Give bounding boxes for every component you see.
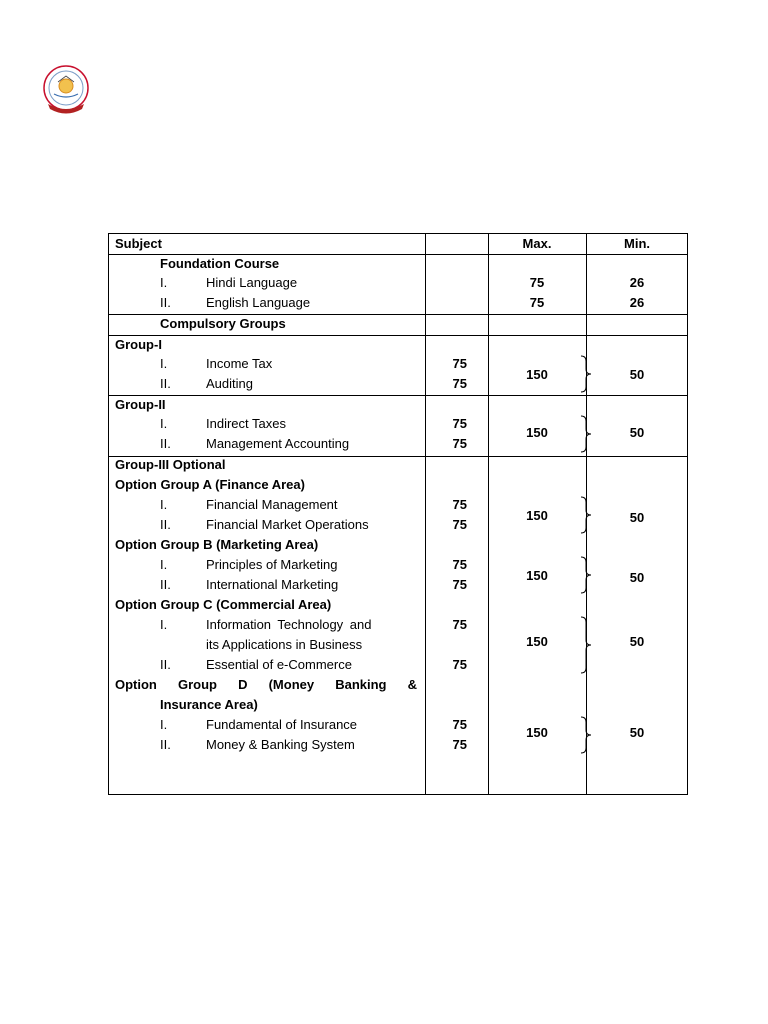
subject-name: Income Tax: [206, 356, 273, 371]
column-divider: [425, 234, 426, 794]
row-divider: [109, 314, 687, 315]
paper-marks: 75: [452, 657, 467, 672]
min-marks: 26: [629, 295, 645, 310]
subject-name: Financial Management: [206, 497, 338, 512]
item-number: II.: [160, 577, 171, 592]
group-total-min: 50: [629, 510, 645, 525]
item-number: II.: [160, 657, 171, 672]
header-subject: Subject: [115, 236, 162, 251]
group-total-max: 150: [526, 568, 548, 583]
row-divider: [109, 254, 687, 255]
group-total-min: 50: [629, 425, 645, 440]
subject-name: Auditing: [206, 376, 253, 391]
item-number: I.: [160, 356, 168, 371]
subject-name-continued: its Applications in Business: [206, 637, 363, 652]
paper-marks: 75: [452, 517, 467, 532]
paper-marks: 75: [452, 737, 467, 752]
max-marks: 75: [529, 275, 545, 290]
compulsory-heading: Compulsory Groups: [160, 316, 286, 331]
subject-name: English Language: [206, 295, 311, 310]
item-number: II.: [160, 517, 171, 532]
item-number: I.: [160, 416, 168, 431]
group3-heading: Group-III Optional: [115, 457, 226, 472]
item-number: I.: [160, 275, 168, 290]
item-number: II.: [160, 295, 171, 310]
subject-name: Information Technology and: [206, 617, 372, 632]
group-total-max: 150: [526, 425, 548, 440]
row-divider: [109, 335, 687, 336]
brace-icon: [579, 555, 593, 595]
option-c-heading: Option Group C (Commercial Area): [115, 597, 332, 612]
syllabus-table: [108, 233, 688, 795]
brace-icon: [579, 495, 593, 535]
university-seal-logo: [40, 64, 92, 116]
subject-name: Hindi Language: [206, 275, 298, 290]
item-number: II.: [160, 436, 171, 451]
subject-name: Essential of e-Commerce: [206, 657, 352, 672]
group-total-max: 150: [526, 634, 548, 649]
brace-icon: [579, 715, 593, 755]
group-total-min: 50: [629, 367, 645, 382]
foundation-heading: Foundation Course: [160, 256, 280, 271]
paper-marks: 75: [452, 497, 467, 512]
max-marks: 75: [529, 295, 545, 310]
item-number: I.: [160, 617, 168, 632]
group-total-max: 150: [526, 725, 548, 740]
subject-name: International Marketing: [206, 577, 339, 592]
group-total-max: 150: [526, 367, 548, 382]
paper-marks: 75: [452, 436, 467, 451]
subject-name: Indirect Taxes: [206, 416, 286, 431]
brace-icon: [579, 354, 593, 394]
paper-marks: 75: [452, 617, 467, 632]
paper-marks: 75: [452, 416, 467, 431]
brace-icon: [579, 414, 593, 454]
paper-marks: 75: [452, 717, 467, 732]
item-number: I.: [160, 557, 168, 572]
subject-name: Money & Banking System: [206, 737, 355, 752]
item-number: I.: [160, 497, 168, 512]
group-total-max: 150: [526, 508, 548, 523]
min-marks: 26: [629, 275, 645, 290]
option-d-heading-continued: Insurance Area): [160, 697, 258, 712]
option-d-heading: Option Group D (Money Banking &: [115, 677, 417, 692]
item-number: I.: [160, 717, 168, 732]
group-total-min: 50: [629, 634, 645, 649]
item-number: II.: [160, 376, 171, 391]
subject-name: Fundamental of Insurance: [206, 717, 358, 732]
header-min: Min.: [624, 236, 650, 251]
paper-marks: 75: [452, 557, 467, 572]
group2-heading: Group-II: [115, 397, 166, 412]
brace-icon: [579, 615, 593, 675]
paper-marks: 75: [452, 356, 467, 371]
subject-name: Financial Market Operations: [206, 517, 369, 532]
group-total-min: 50: [629, 570, 645, 585]
option-a-heading: Option Group A (Finance Area): [115, 477, 305, 492]
subject-name: Principles of Marketing: [206, 557, 338, 572]
row-divider: [109, 395, 687, 396]
group1-heading: Group-I: [115, 337, 162, 352]
header-max: Max.: [522, 236, 552, 251]
item-number: II.: [160, 737, 171, 752]
option-b-heading: Option Group B (Marketing Area): [115, 537, 319, 552]
paper-marks: 75: [452, 577, 467, 592]
subject-name: Management Accounting: [206, 436, 350, 451]
paper-marks: 75: [452, 376, 467, 391]
group-total-min: 50: [629, 725, 645, 740]
